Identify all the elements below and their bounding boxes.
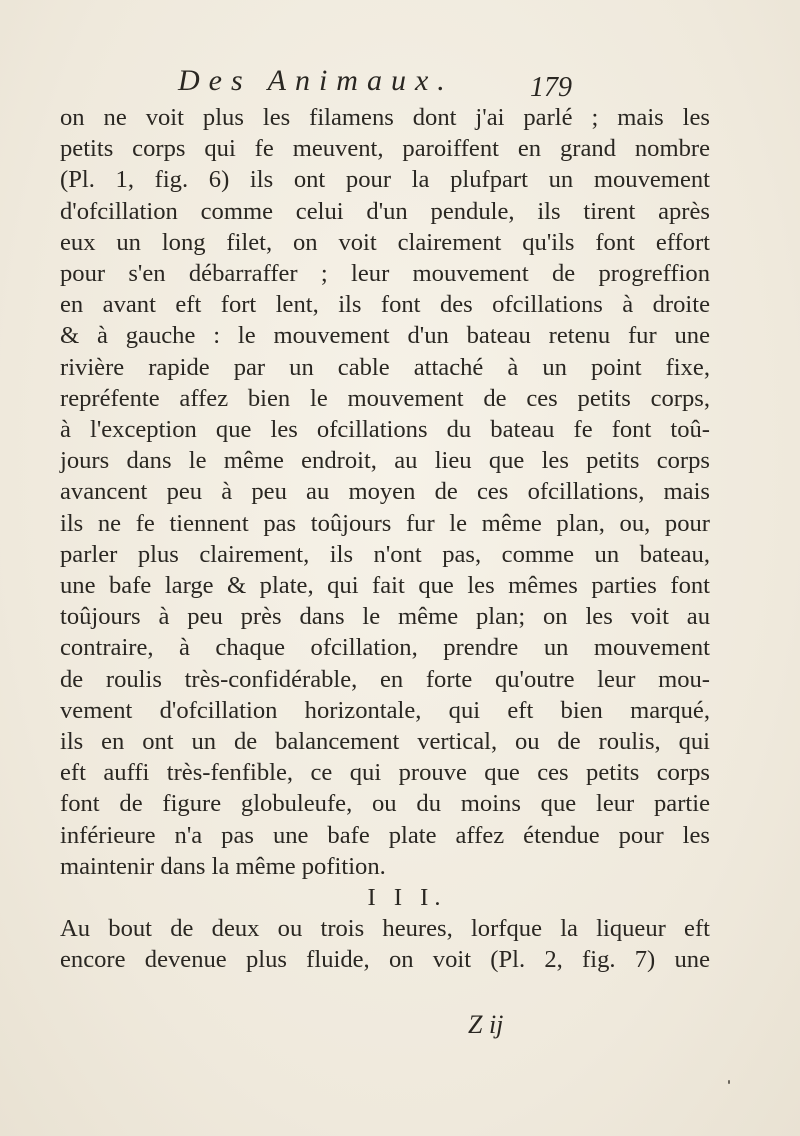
text-line: repréfente affez bien le mouvement de ces petits corps, — [60, 384, 710, 412]
text-line: petits corps qui fe meuvent, paroiffent en grand nombre — [60, 135, 710, 163]
text-line: inférieure n'a pas une bafe plate affez étendue pour les — [60, 821, 710, 849]
text-line: en avant eft fort lent, ils font des ofcillations à droite — [60, 291, 710, 319]
text-line: jours dans le même endroit, au lieu que les petits corps — [60, 447, 710, 475]
text-line: ils ne fe tiennent pas toûjours fur le même plan, ou, pour — [60, 509, 710, 537]
text-line: pour s'en débarraffer ; leur mouvement de progreffion — [60, 260, 710, 288]
section-number: I I I. — [367, 884, 447, 912]
text-line: eux un long filet, on voit clairement qu'ils font effort — [60, 228, 710, 256]
text-line: vement d'ofcillation horizontale, qui eft bien marqué, — [60, 696, 710, 724]
text-line: font de figure globuleufe, ou du moins que leur partie — [60, 790, 710, 818]
page-number: 179 — [530, 72, 572, 103]
text-line: maintenir dans la même pofition. — [60, 852, 386, 880]
running-title: Des Animaux. — [178, 64, 454, 97]
text-line: on ne voit plus les filamens dont j'ai parlé ; mais les — [60, 104, 710, 131]
text-line: ils en ont un de balancement vertical, ou de roulis, qui — [60, 728, 710, 756]
text-line: rivière rapide par un cable attaché à un point fixe, — [60, 353, 710, 381]
body-text — [60, 102, 710, 976]
paper-speck — [728, 1080, 730, 1084]
text-line: d'ofcillation comme celui d'un pendule, ils tirent après — [60, 197, 710, 225]
text-line: à l'exception que les ofcillations du bateau fe font toû- — [60, 416, 710, 444]
text-line: encore devenue plus fluide, on voit (Pl. 2, fig. 7) une — [60, 946, 710, 974]
text-line: (Pl. 1, fig. 6) ils ont pour la plufpart un mouvement — [60, 166, 710, 194]
text-line: toûjours à peu près dans le même plan; on les voit au — [60, 603, 710, 631]
text-line: une bafe large & plate, qui fait que les mêmes parties font — [60, 572, 710, 600]
text-line: eft auffi très-fenfible, ce qui prouve que ces petits corps — [60, 759, 710, 787]
text-line: avancent peu à peu au moyen de ces ofcillations, mais — [60, 478, 710, 506]
signature-mark: Z ij — [468, 1010, 504, 1039]
text-line: de roulis très-confidérable, en forte qu'outre leur mou- — [60, 665, 710, 693]
text-line: Au bout de deux ou trois heures, lorfque la liqueur eft — [60, 915, 710, 943]
text-line: & à gauche : le mouvement d'un bateau retenu fur une — [60, 322, 710, 350]
text-line: parler plus clairement, ils n'ont pas, comme un bateau, — [60, 540, 710, 568]
page-header — [178, 64, 618, 106]
text-line: contraire, à chaque ofcillation, prendre un mouvement — [60, 634, 710, 662]
